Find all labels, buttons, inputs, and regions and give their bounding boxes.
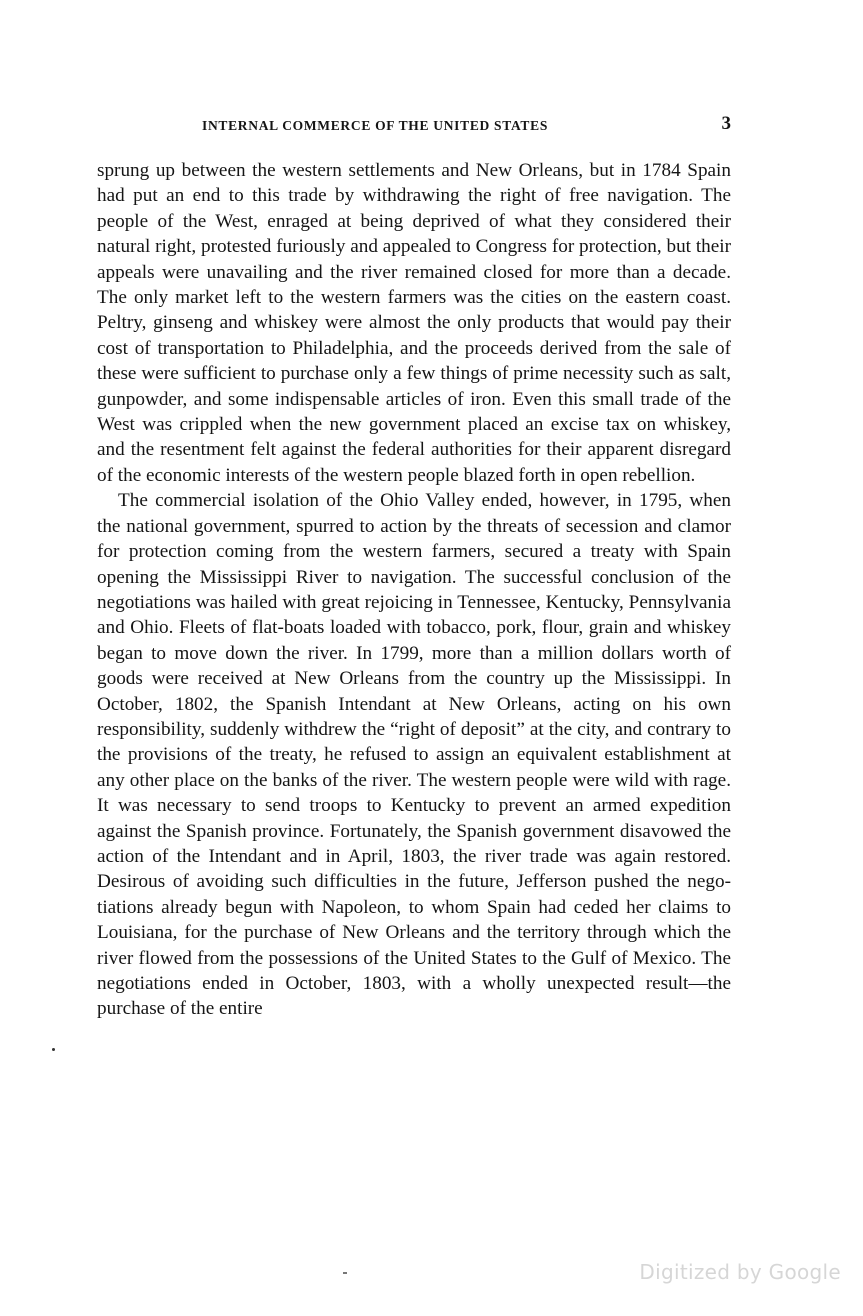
digitization-watermark: Digitized by Google	[639, 1260, 841, 1284]
running-title: INTERNAL COMMERCE OF THE UNITED STATES	[202, 118, 549, 133]
page-number: 3	[721, 113, 731, 134]
running-header	[97, 113, 737, 137]
bottom-speck	[343, 1272, 347, 1274]
paragraph: sprung up between the western settlements and New Orleans, but in 1784 Spain had put an end to this trade by withdrawing the right of free navigation. The people of the West, enraged at being deprived of what they considered their natural right, protested furiously and appealed to Congress for protection, but their appeals were unavailing and the river remained closed for more than a decade. The only market left to the western farmers was the cities on the eastern coast. Peltry, ginseng and whiskey were almost the only products that would pay their cost of transportation to Philadelphia, and the proceeds derived from the sale of these were sufficient to purchase only a few things of prime necessity such as salt, gunpowder, and some indispensable articles of iron. Even this small trade of the West was crippled when the new government placed an excise tax on whiskey, and the resentment felt against the federal authorities for their apparent disregard of the economic interests of the western people blazed forth in open rebellion.	[97, 160, 731, 486]
paragraph: The commercial isolation of the Ohio Valley ended, however, in 1795, when the national government, spurred to action by the threats of secession and clamor for protection coming from the western farmers, secured a treaty with Spain opening the Mississippi River to navigation. The successful conclusion of the negotiations was hailed with great rejoicing in Tennessee, Kentucky, Pennsylvania and Ohio. Fleets of flat-boats loaded with tobacco, pork, flour, grain and whiskey began to move down the river. In 1799, more than a million dollars worth of goods were received at New Orleans from the country up the Mississippi. In October, 1802, the Spanish Intendant at New Orleans, acting on his own responsibility, suddenly withdrew the “right of deposit” at the city, and contrary to the provisions of the treaty, he refused to assign an equivalent establishment at any other place on the banks of the river. The western people were wild with rage. It was necessary to send troops to Kentucky to prevent an armed expedition against the Spanish province. Fortunately, the Spanish government disavowed the action of the Intendant and in April, 1803, the river trade was again restored. Desirous of avoiding such difficulties in the future, Jefferson pushed the negotiations already begun with Napoleon, to whom Spain had ceded her claims to Louisiana, for the purchase of New Orleans and the territory through which the river flowed from the possessions of the United States to the Gulf of Mexico. The negotiations ended in October, 1803, with a wholly unexpected result—the purchase of the entire	[97, 490, 731, 1020]
body-text	[97, 158, 731, 1022]
margin-speck	[52, 1048, 55, 1051]
